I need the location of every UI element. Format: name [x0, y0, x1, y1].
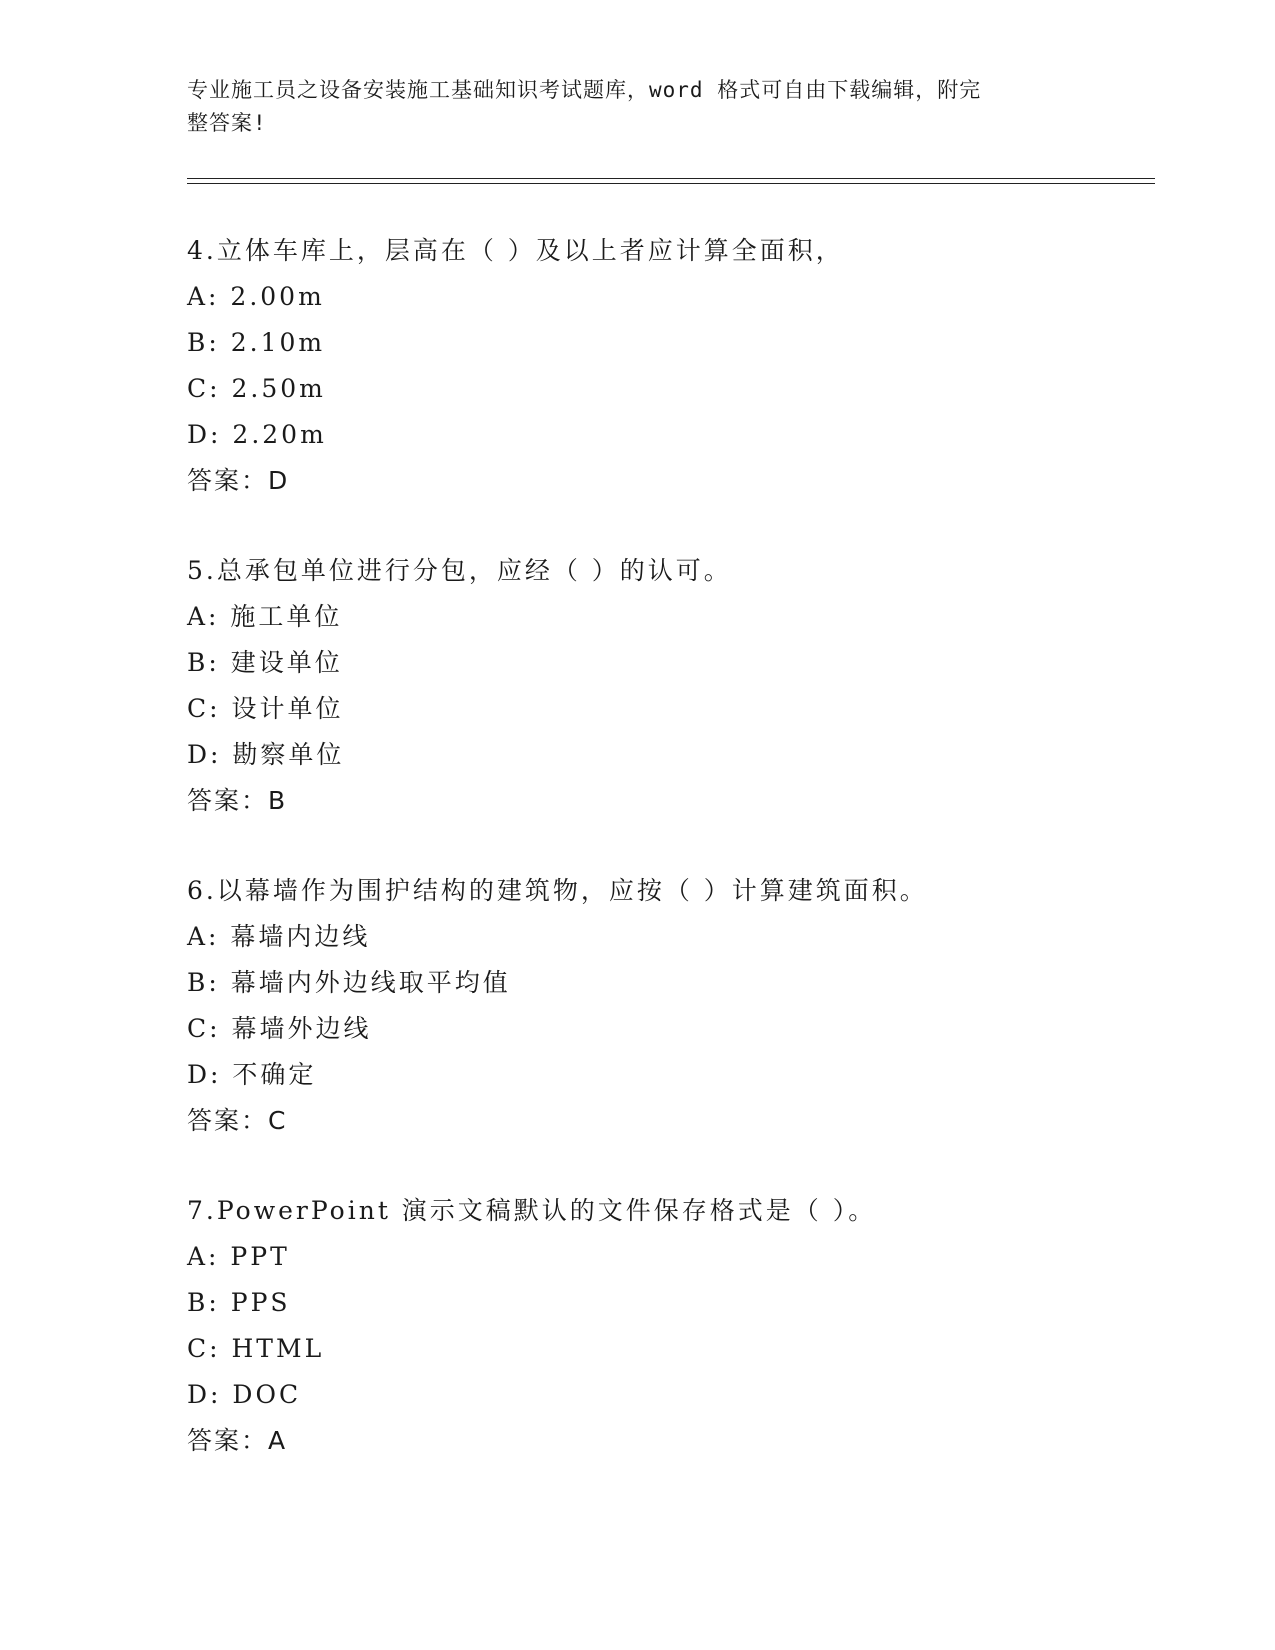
header-divider-bottom [187, 183, 1155, 184]
option-b: B: PPS [187, 1288, 291, 1317]
question-stem: 4.立体车库上，层高在（ ）及以上者应计算全面积， [187, 236, 844, 265]
question-stem: 5.总承包单位进行分包，应经（ ）的认可。 [187, 556, 732, 585]
option-c: C: 幕墙外边线 [187, 1014, 372, 1043]
question-stem: 6.以幕墙作为围护结构的建筑物，应按（ ）计算建筑面积。 [187, 876, 928, 905]
question-5 [187, 548, 1087, 824]
question-6 [187, 868, 1087, 1144]
option-b: B: 2.10m [187, 328, 326, 357]
answer-label: 答案：C [187, 1106, 288, 1135]
header-divider-top [187, 178, 1155, 179]
option-c: C: 2.50m [187, 374, 326, 403]
option-d: D: 勘察单位 [187, 740, 345, 769]
option-a: A: 2.00m [187, 282, 325, 311]
answer-label: 答案：A [187, 1426, 288, 1455]
header-line-1: 专业施工员之设备安装施工基础知识考试题库，word 格式可自由下载编辑，附完 [187, 78, 982, 102]
option-c: C: 设计单位 [187, 694, 344, 723]
option-a: A: 幕墙内边线 [187, 922, 371, 951]
option-d: D: 2.20m [187, 420, 327, 449]
option-d: D: 不确定 [187, 1060, 317, 1089]
option-b: B: 幕墙内外边线取平均值 [187, 968, 511, 997]
option-d: D: DOC [187, 1380, 302, 1409]
document-header [187, 74, 1067, 140]
option-c: C: HTML [187, 1334, 325, 1363]
answer-label: 答案：B [187, 786, 288, 815]
option-b: B: 建设单位 [187, 648, 343, 677]
option-a: A: PPT [187, 1242, 290, 1271]
question-stem: 7.PowerPoint 演示文稿默认的文件保存格式是（ ）。 [187, 1196, 877, 1225]
question-7 [187, 1188, 1087, 1464]
question-4 [187, 228, 1087, 504]
option-a: A: 施工单位 [187, 602, 343, 631]
header-line-2: 整答案! [187, 111, 267, 135]
answer-label: 答案：D [187, 466, 290, 495]
